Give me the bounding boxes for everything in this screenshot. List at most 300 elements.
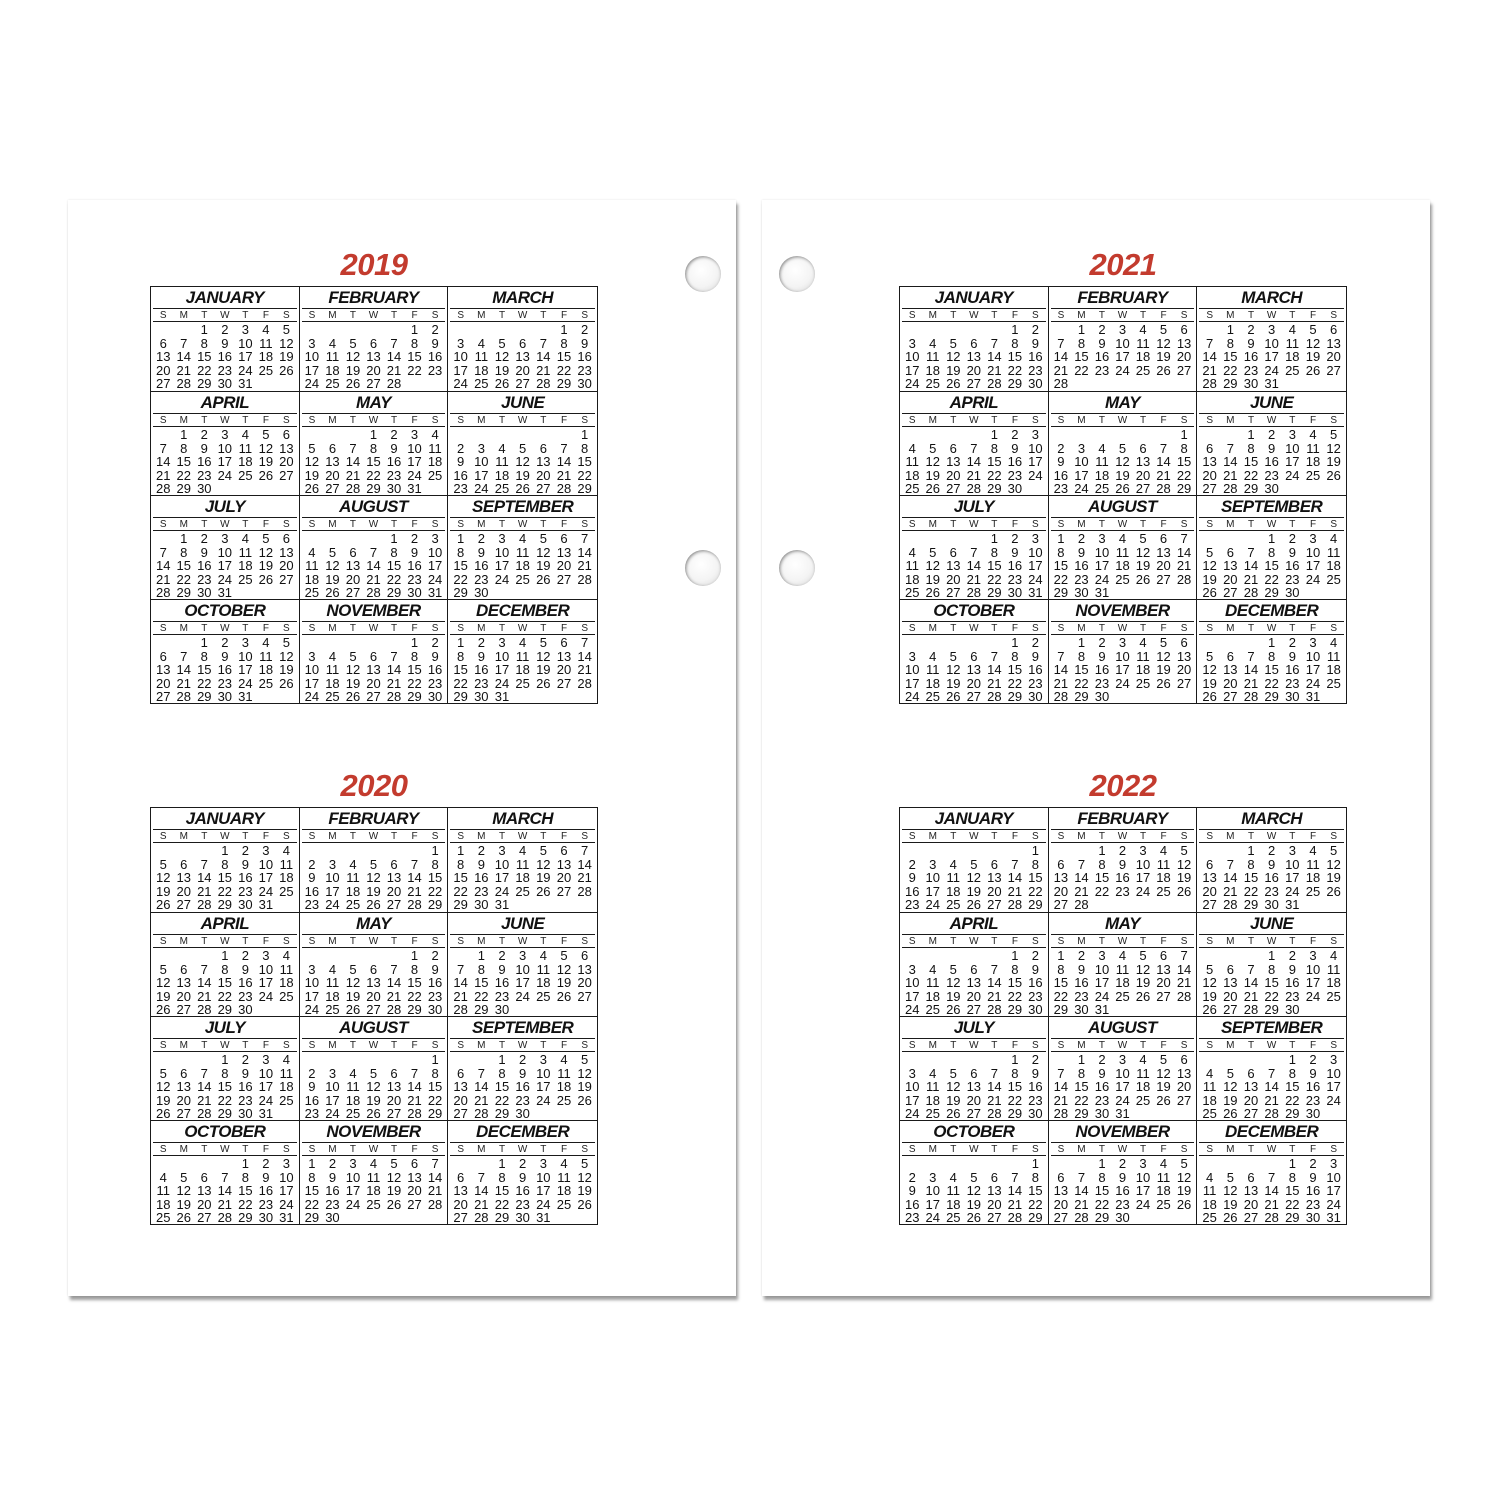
day-number: 17 [1285, 870, 1300, 886]
month-block [448, 1120, 597, 1224]
day-number: 2 [519, 1052, 527, 1067]
day-number: 27 [1326, 362, 1341, 378]
day-number: 14 [1202, 349, 1217, 365]
day-number: 21 [217, 1196, 233, 1212]
day-number: 17 [1135, 1183, 1151, 1199]
month-block [151, 287, 300, 391]
day-number: 25 [925, 1106, 940, 1120]
day-number: 7 [1268, 1065, 1276, 1081]
day-number: 14 [197, 1079, 212, 1095]
day-number: 2 [581, 322, 589, 337]
empty-day-cell [322, 1053, 343, 1067]
weekday-label: M [179, 1040, 188, 1051]
weekday-label: W [517, 831, 528, 842]
day-number: 3 [1098, 948, 1106, 963]
empty-day-cell [902, 428, 923, 442]
weekday-label: F [262, 519, 269, 530]
empty-day-cell [1071, 1157, 1092, 1171]
weekday-label: S [1180, 415, 1188, 426]
month-block [300, 808, 449, 912]
weekday-label: S [159, 936, 167, 947]
day-number: 29 [1223, 376, 1238, 391]
empty-day-cell [153, 1157, 174, 1171]
day-number: 9 [457, 454, 465, 470]
day-number: 18 [325, 988, 340, 1004]
day-number: 4 [1309, 427, 1317, 442]
day-number: 14 [1053, 662, 1069, 678]
day-number: 18 [1156, 1183, 1171, 1199]
day-number: 22 [474, 988, 489, 1004]
weekday-label: S [159, 623, 167, 634]
day-number: 11 [279, 1065, 294, 1081]
day-number: 4 [929, 961, 937, 977]
weekday-label: F [1160, 936, 1167, 947]
day-number: 16 [1285, 662, 1300, 678]
day-number: 9 [1288, 648, 1296, 664]
day-number: 24 [345, 1196, 361, 1212]
day-number: 27 [1223, 689, 1238, 703]
day-number: 29 [407, 689, 422, 703]
day-number: 24 [304, 1002, 320, 1016]
weekday-label: T [1247, 415, 1255, 426]
day-number: 16 [1264, 870, 1279, 886]
day-number: 9 [1288, 544, 1296, 560]
weekday-header [153, 829, 297, 843]
weekday-label: T [1289, 936, 1296, 947]
day-number: 25 [258, 675, 274, 691]
empty-day-cell [902, 532, 923, 546]
weekday-label: F [1011, 310, 1018, 321]
day-number: 25 [946, 1210, 961, 1224]
day-number: 26 [304, 481, 320, 495]
day-number: 12 [258, 544, 274, 560]
day-number: 6 [1180, 1052, 1188, 1067]
day-number: 13 [966, 1079, 982, 1095]
empty-day-cell [343, 1053, 364, 1067]
day-number: 14 [197, 870, 212, 886]
weekday-label: T [201, 1144, 208, 1155]
day-number: 21 [453, 988, 468, 1004]
weekday-label: W [1117, 831, 1128, 842]
day-number: 15 [1285, 1079, 1300, 1095]
day-number: 5 [349, 961, 357, 977]
day-number: 20 [966, 988, 982, 1004]
day-number: 9 [200, 544, 208, 560]
day-number: 12 [1202, 975, 1217, 991]
day-number: 30 [1094, 1106, 1110, 1120]
day-number: 9 [477, 648, 485, 664]
weekday-header [1199, 1038, 1344, 1052]
day-number: 27 [453, 1106, 468, 1120]
day-number: 17 [238, 662, 253, 678]
day-number: 21 [536, 362, 551, 378]
day-number: 1 [431, 843, 439, 858]
weekday-label: T [201, 310, 208, 321]
month-block [448, 391, 597, 495]
day-number: 2 [1098, 322, 1106, 337]
weekday-label: S [159, 1144, 167, 1155]
year-calendar-2020 [150, 765, 598, 1225]
day-number: 27 [453, 1210, 468, 1224]
day-number: 10 [345, 1169, 361, 1185]
day-grid [302, 428, 446, 495]
day-number: 9 [1098, 335, 1106, 351]
day-number: 6 [159, 648, 167, 664]
weekday-label: T [1247, 310, 1255, 321]
day-number: 8 [431, 1065, 439, 1081]
day-number: 14 [987, 662, 1002, 678]
month-block [900, 912, 1049, 1016]
weekday-header [450, 829, 595, 843]
day-number: 10 [905, 662, 920, 678]
day-number: 26 [966, 897, 982, 912]
day-number: 22 [1243, 883, 1259, 899]
day-number: 1 [1268, 531, 1276, 546]
weekday-label: W [220, 310, 230, 321]
day-number: 1 [581, 427, 589, 442]
weekday-label: T [991, 415, 998, 426]
day-number: 22 [1007, 988, 1023, 1004]
day-number: 11 [1115, 961, 1130, 977]
day-number: 26 [1135, 571, 1151, 587]
day-number: 19 [366, 883, 381, 899]
day-number: 3 [308, 961, 316, 977]
day-number: 3 [282, 1156, 290, 1171]
weekday-label: S [581, 519, 588, 530]
day-number: 22 [987, 467, 1002, 483]
month-block [300, 912, 449, 1016]
day-number: 15 [176, 454, 191, 470]
day-number: 20 [1053, 1196, 1069, 1212]
day-number: 15 [407, 975, 422, 991]
day-number: 11 [1156, 856, 1171, 872]
day-number: 17 [217, 454, 233, 470]
day-number: 13 [987, 1183, 1002, 1199]
empty-day-cell [943, 1053, 964, 1067]
day-number: 17 [536, 1079, 551, 1095]
day-number: 14 [386, 975, 402, 991]
day-number: 30 [1115, 1210, 1130, 1224]
day-number: 1 [1226, 322, 1234, 337]
weekday-label: M [328, 1040, 337, 1051]
day-number: 7 [1206, 335, 1214, 351]
day-number: 17 [1115, 349, 1130, 365]
day-number: 29 [1264, 689, 1279, 703]
empty-day-cell [153, 323, 174, 337]
day-number: 16 [515, 1079, 530, 1095]
weekday-label: T [991, 310, 998, 321]
day-number: 19 [258, 558, 274, 574]
day-number: 28 [197, 1002, 212, 1016]
month-name: NOVEMBER [326, 1122, 421, 1141]
day-number: 15 [453, 662, 468, 678]
weekday-label: T [498, 623, 506, 634]
day-number: 21 [577, 558, 592, 574]
day-number: 9 [1031, 335, 1039, 351]
weekday-label: S [1032, 623, 1039, 634]
empty-day-cell [1241, 636, 1262, 650]
day-number: 3 [1118, 1052, 1127, 1067]
empty-day-cell [943, 323, 964, 337]
weekday-label: T [201, 519, 208, 530]
day-number: 9 [410, 544, 419, 560]
day-number: 25 [1202, 1106, 1217, 1120]
day-number: 2 [431, 635, 439, 650]
day-number: 25 [1135, 362, 1151, 378]
day-number: 20 [556, 870, 572, 886]
day-number: 23 [1074, 988, 1089, 1004]
day-number: 9 [241, 961, 249, 977]
day-number: 3 [221, 531, 229, 546]
day-number: 17 [494, 558, 510, 574]
day-number: 11 [536, 961, 551, 977]
day-number: 14 [987, 975, 1002, 991]
day-number: 15 [1176, 454, 1192, 470]
day-number: 9 [1057, 454, 1065, 470]
day-number: 23 [197, 467, 212, 483]
weekday-label: T [498, 936, 506, 947]
day-number: 3 [1031, 531, 1039, 546]
day-number: 1 [498, 1156, 506, 1171]
empty-day-cell [450, 1157, 471, 1171]
day-number: 21 [366, 571, 381, 587]
day-number: 23 [1264, 883, 1279, 899]
day-number: 18 [556, 1079, 572, 1095]
day-number: 26 [1156, 675, 1171, 691]
day-number: 1 [1011, 1052, 1019, 1067]
day-number: 18 [1202, 1092, 1217, 1108]
day-number: 16 [1285, 975, 1300, 991]
day-number: 4 [1206, 1169, 1214, 1185]
day-number: 15 [1264, 975, 1279, 991]
day-number: 16 [1115, 870, 1130, 886]
weekday-label: S [159, 1040, 167, 1051]
day-number: 29 [238, 1210, 253, 1224]
day-number: 27 [1243, 1106, 1259, 1120]
day-number: 17 [1094, 975, 1110, 991]
weekday-label: T [390, 1040, 398, 1051]
day-grid [450, 532, 595, 599]
day-number: 8 [390, 544, 398, 560]
day-grid [302, 1053, 446, 1120]
day-number: 6 [539, 440, 547, 456]
day-number: 8 [1031, 856, 1039, 872]
day-number: 7 [349, 440, 357, 456]
day-number: 16 [1028, 662, 1043, 678]
day-number: 26 [156, 1106, 171, 1120]
day-number: 5 [970, 856, 978, 872]
day-number: 4 [262, 635, 270, 650]
day-number: 19 [925, 467, 940, 483]
day-number: 22 [1053, 571, 1069, 587]
month-name: JANUARY [934, 809, 1014, 828]
day-number: 8 [1031, 1169, 1039, 1185]
empty-day-cell [984, 323, 1005, 337]
weekday-label: F [1160, 1040, 1167, 1051]
day-number: 18 [1285, 349, 1300, 365]
weekday-label: W [368, 623, 379, 634]
day-number: 24 [1028, 571, 1043, 587]
day-number: 23 [494, 988, 510, 1004]
day-number: 7 [477, 1169, 485, 1185]
day-number: 15 [1053, 558, 1069, 574]
day-number: 18 [1305, 870, 1321, 886]
day-number: 23 [238, 883, 253, 899]
weekday-label: W [517, 415, 528, 426]
month-block [1049, 808, 1198, 912]
day-number: 11 [1306, 440, 1320, 456]
weekday-label: T [242, 415, 249, 426]
day-number: 6 [282, 427, 290, 442]
weekday-label: M [328, 415, 337, 426]
day-number: 2 [1288, 531, 1296, 546]
day-number: 30 [515, 1210, 530, 1224]
day-number: 2 [410, 531, 419, 546]
day-number: 25 [515, 675, 530, 691]
day-number: 17 [905, 1092, 920, 1108]
day-grid [1199, 532, 1344, 599]
day-number: 24 [238, 675, 253, 691]
day-number: 27 [1176, 1092, 1192, 1108]
day-number: 29 [494, 1210, 510, 1224]
day-number: 17 [1135, 870, 1151, 886]
day-number: 30 [217, 376, 233, 391]
day-number: 15 [453, 870, 468, 886]
day-number: 12 [1135, 961, 1151, 977]
day-number: 16 [474, 558, 489, 574]
empty-day-cell [923, 428, 944, 442]
day-number: 18 [325, 362, 340, 378]
day-number: 17 [1326, 1079, 1341, 1095]
day-number: 28 [987, 1106, 1002, 1120]
empty-day-cell [153, 844, 174, 858]
weekday-label: W [1266, 831, 1277, 842]
day-number: 2 [241, 843, 249, 858]
day-number: 12 [156, 870, 171, 886]
day-number: 20 [515, 362, 530, 378]
day-number: 3 [1118, 635, 1127, 650]
day-number: 23 [197, 571, 212, 587]
month-name: FEBRUARY [328, 809, 419, 828]
month-name: NOVEMBER [326, 601, 421, 620]
weekday-label: S [283, 623, 290, 634]
day-number: 1 [1011, 948, 1019, 963]
day-number: 15 [197, 349, 212, 365]
weekday-label: W [969, 310, 979, 321]
month-name: NOVEMBER [1075, 601, 1170, 620]
empty-day-cell [1220, 428, 1241, 442]
day-number: 13 [279, 440, 294, 456]
day-number: 30 [325, 1210, 340, 1224]
weekday-label: T [349, 310, 357, 321]
day-number: 2 [1031, 322, 1039, 337]
day-number: 7 [1247, 961, 1255, 977]
day-number: 16 [1305, 1183, 1321, 1199]
weekday-label: F [1309, 623, 1317, 634]
day-number: 22 [1176, 467, 1192, 483]
day-number: 30 [1094, 689, 1110, 703]
day-number: 9 [1288, 961, 1296, 977]
day-number: 28 [386, 689, 402, 703]
day-number: 1 [308, 1156, 316, 1171]
day-number: 26 [1202, 1002, 1217, 1016]
day-number: 18 [925, 988, 940, 1004]
day-number: 5 [1330, 843, 1338, 858]
month-block [1197, 599, 1346, 703]
day-number: 24 [238, 362, 253, 378]
day-number: 26 [345, 689, 361, 703]
day-number: 18 [925, 1092, 940, 1108]
day-number: 20 [946, 467, 961, 483]
day-number: 30 [474, 585, 489, 599]
weekday-label: S [457, 623, 464, 634]
day-number: 26 [946, 376, 961, 391]
day-number: 28 [1053, 1106, 1069, 1120]
day-number: 7 [180, 335, 188, 351]
day-number: 26 [156, 1002, 171, 1016]
weekday-label: S [1206, 519, 1213, 530]
weekday-label: F [560, 310, 568, 321]
month-name: MARCH [1241, 288, 1303, 307]
day-number: 2 [1098, 635, 1106, 650]
day-number: 25 [1115, 571, 1130, 587]
day-number: 23 [515, 1196, 530, 1212]
weekday-label: M [1226, 1040, 1235, 1051]
day-number: 29 [453, 585, 468, 599]
day-number: 7 [200, 961, 208, 977]
day-number: 23 [515, 1092, 530, 1108]
day-number: 29 [217, 1106, 233, 1120]
day-number: 30 [1074, 1002, 1089, 1016]
day-number: 7 [410, 856, 419, 872]
day-number: 25 [1326, 571, 1341, 587]
empty-day-cell [471, 1053, 492, 1067]
day-number: 24 [925, 1210, 940, 1224]
day-number: 13 [556, 856, 572, 872]
day-number: 4 [1159, 1156, 1168, 1171]
empty-day-cell [384, 323, 405, 337]
weekday-label: M [1226, 519, 1235, 530]
day-number: 3 [410, 427, 419, 442]
month-block [151, 495, 300, 599]
weekday-label: W [368, 1040, 379, 1051]
weekday-label: S [908, 623, 916, 634]
day-number: 19 [966, 883, 982, 899]
day-number: 17 [325, 883, 340, 899]
day-number: 13 [366, 975, 381, 991]
day-number: 23 [474, 571, 489, 587]
day-number: 25 [345, 1106, 361, 1120]
day-number: 31 [1326, 1210, 1341, 1224]
month-block [1049, 1120, 1198, 1224]
day-number: 22 [577, 467, 592, 483]
day-number: 3 [1309, 531, 1317, 546]
weekday-label: S [1057, 415, 1065, 426]
weekday-label: W [969, 623, 979, 634]
day-number: 5 [159, 856, 167, 872]
weekday-header [1199, 413, 1344, 427]
weekday-label: T [1098, 1040, 1106, 1051]
day-number: 19 [1115, 467, 1130, 483]
day-number: 8 [581, 440, 589, 456]
day-number: 26 [366, 1106, 381, 1120]
day-number: 30 [1074, 585, 1089, 599]
day-number: 18 [304, 571, 320, 587]
day-number: 27 [556, 883, 572, 899]
weekday-label: T [1247, 936, 1255, 947]
day-number: 25 [258, 362, 274, 378]
day-number: 6 [390, 856, 398, 872]
